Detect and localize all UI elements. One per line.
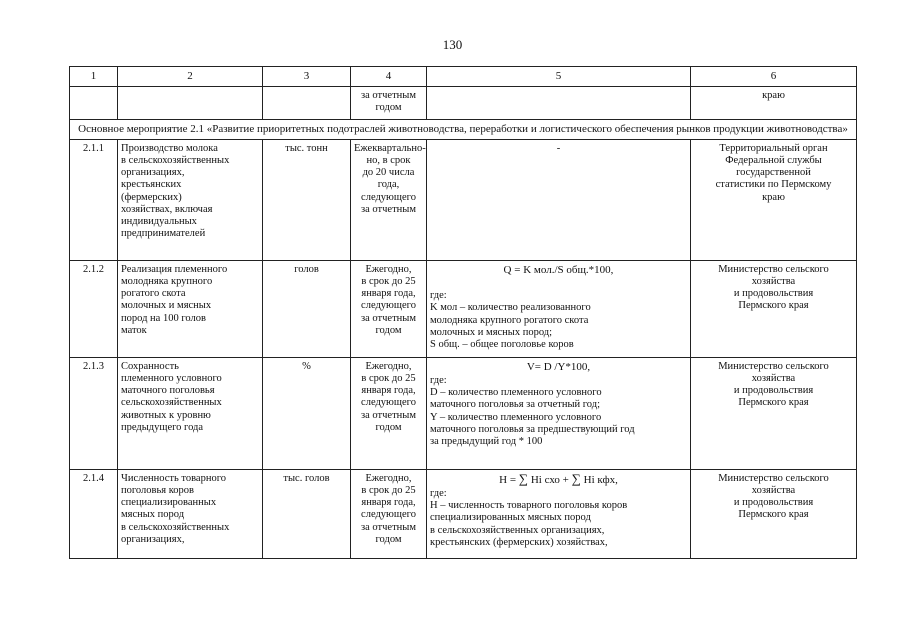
- header-cell: 1: [70, 67, 118, 87]
- header-cell: 3: [263, 67, 351, 87]
- section-title: Основное мероприятие 2.1 «Развитие приоритетных подотраслей животноводства, переработки и логистического обеспечения рынков продукции животноводства»: [70, 119, 857, 139]
- row-number: 2.1.3: [70, 357, 118, 469]
- source-cell: краю: [691, 87, 857, 119]
- method-cell: Q = K мол./S общ.*100, где: K мол – количество реализованного молодняка крупного рогатого скота молочных и мясных пород; S общ. – общее поголовье коров: [427, 260, 691, 357]
- table-row: [70, 357, 857, 469]
- row-number: 2.1.2: [70, 260, 118, 357]
- header-cell: 5: [427, 67, 691, 87]
- indicator-name-cell: Численность товарного поголовья коров специализированных мясных пород в сельскохозяйственных организациях,: [118, 469, 263, 558]
- unit-cell: голов: [263, 260, 351, 357]
- page-number: 130: [442, 37, 463, 52]
- section-row: [70, 119, 857, 139]
- sum-symbol: ∑: [571, 470, 581, 486]
- formula: H = ∑ Hi схо + ∑ Hi кфх,: [499, 470, 618, 486]
- source-cell: Территориальный орган Федеральной службы государственной статистики по Пермскому краю: [691, 139, 857, 260]
- continuation-row: [70, 87, 857, 119]
- table-cell: [118, 87, 263, 119]
- indicator-table: [69, 66, 857, 559]
- table-row: [70, 260, 857, 357]
- indicator-name-cell: Сохранность племенного условного маточного поголовья сельскохозяйственных животных к уровню предыдущего года: [118, 357, 263, 469]
- table-row: [70, 139, 857, 260]
- table-cell: [427, 87, 691, 119]
- source-cell: Министерство сельского хозяйства и продовольствия Пермского края: [691, 469, 857, 558]
- indicator-name-cell: Реализация племенного молодняка крупного рогатого скота молочных и мясных пород на 100 голов маток: [118, 260, 263, 357]
- period-cell: Ежеквартально- но, в срок до 20 числа года, следующего за отчетным: [351, 139, 427, 260]
- unit-cell: %: [263, 357, 351, 469]
- sum-symbol: ∑: [518, 470, 529, 486]
- table-cell: [263, 87, 351, 119]
- row-number: 2.1.1: [70, 139, 118, 260]
- method-cell: H = ∑ Hi схо + ∑ Hi кфх, где: H – численность товарного поголовья коров специализированных мясных пород в сельскохозяйственных организациях, крестьянских (фермерских) хозяйствах,: [427, 469, 691, 558]
- period-cell: Ежегодно, в срок до 25 января года, следующего за отчетным годом: [351, 469, 427, 558]
- method-cell: V= D /Y*100, где: D – количество племенного условного маточного поголовья за отчетный год; Y – количество племенного условного маточного поголовья за предшествующий год за предыдущий год * 100: [427, 357, 691, 469]
- formula: Q = K мол./S общ.*100,: [503, 263, 614, 276]
- period-cell: Ежегодно, в срок до 25 января года, следующего за отчетным годом: [351, 357, 427, 469]
- table-row: [70, 469, 857, 558]
- period-cell: за отчетным годом: [351, 87, 427, 119]
- unit-cell: тыс. тонн: [263, 139, 351, 260]
- table-header-row: [70, 67, 857, 87]
- indicator-name-cell: Производство молока в сельскохозяйственных организациях, крестьянских (фермерских) хозяйствах, включая индивидуальных предпринимателей: [118, 139, 263, 260]
- formula: V= D /Y*100,: [526, 360, 591, 373]
- source-cell: Министерство сельского хозяйства и продовольствия Пермского края: [691, 260, 857, 357]
- header-cell: 2: [118, 67, 263, 87]
- header-cell: 4: [351, 67, 427, 87]
- method-cell: -: [427, 139, 691, 260]
- table-cell: [70, 87, 118, 119]
- header-cell: 6: [691, 67, 857, 87]
- unit-cell: тыс. голов: [263, 469, 351, 558]
- source-cell: Министерство сельского хозяйства и продовольствия Пермского края: [691, 357, 857, 469]
- row-number: 2.1.4: [70, 469, 118, 558]
- period-cell: Ежегодно, в срок до 25 января года, следующего за отчетным годом: [351, 260, 427, 357]
